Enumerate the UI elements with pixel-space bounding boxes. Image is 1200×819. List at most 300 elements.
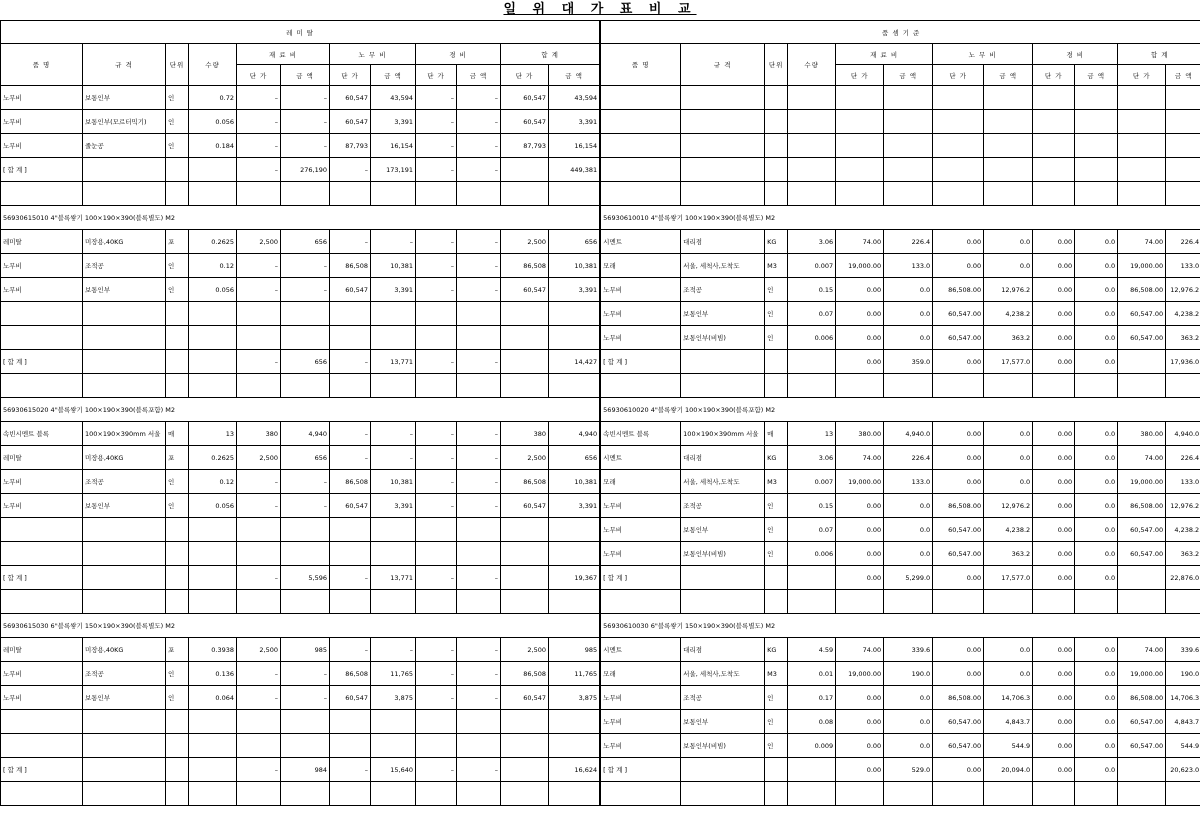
header-total: 합 계 (501, 44, 600, 65)
cell-expense-amount: – (457, 446, 501, 470)
cell-qty (189, 542, 237, 566)
cell-total-amount: 3,875 (549, 686, 600, 710)
cell-labor-amount: 363.2 (984, 542, 1033, 566)
cell-expense-unit-price: 0.00 (1033, 638, 1075, 662)
cell-qty (189, 158, 237, 182)
cell-expense-unit-price: – (416, 254, 457, 278)
header-amount: 금 액 (1166, 65, 1200, 86)
cell-material-unit-price (237, 518, 281, 542)
cell-labor-unit-price: 60,547 (330, 686, 371, 710)
cell-qty: 0.15 (788, 494, 836, 518)
cell-expense-amount: – (457, 134, 501, 158)
cell-expense-amount: – (457, 158, 501, 182)
cell-expense-amount (1075, 182, 1118, 206)
cell-material-amount: – (281, 86, 330, 110)
cell-item (601, 134, 681, 158)
cell-qty: 0.3938 (189, 638, 237, 662)
cell-total-unit-price (501, 734, 549, 758)
cell-item: [ 합 계 ] (601, 758, 681, 782)
cell-total-unit-price: 86,508.00 (1118, 494, 1166, 518)
cell-unit: 인 (166, 134, 189, 158)
cell-unit (765, 590, 788, 614)
cell-expense-unit-price: – (416, 86, 457, 110)
cell-total-amount: 12,976.2 (1166, 278, 1200, 302)
cell-item: [ 합 계 ] (1, 158, 83, 182)
cell-unit: 인 (166, 254, 189, 278)
table-row (1, 518, 600, 542)
cell-total-amount (1166, 182, 1200, 206)
cell-total-unit-price (501, 326, 549, 350)
cell-material-unit-price: 0.00 (836, 350, 884, 374)
cell-spec: 대리점 (681, 446, 765, 470)
cell-expense-amount (457, 518, 501, 542)
cell-total-amount: 20,623.0 (1166, 758, 1200, 782)
header-qty: 수량 (788, 44, 836, 86)
header-unit-price: 단 가 (933, 65, 984, 86)
cell-expense-unit-price: 0.00 (1033, 686, 1075, 710)
cell-expense-amount: 0.0 (1075, 254, 1118, 278)
cell-unit: 포 (166, 638, 189, 662)
cell-labor-amount: – (371, 230, 416, 254)
cell-total-unit-price: 86,508.00 (1118, 278, 1166, 302)
cell-labor-amount: 0.0 (984, 422, 1033, 446)
cell-labor-unit-price (933, 374, 984, 398)
cell-material-amount: 226.4 (884, 230, 933, 254)
cell-material-amount: 0.0 (884, 518, 933, 542)
cell-expense-unit-price (1033, 86, 1075, 110)
cell-material-unit-price: – (237, 110, 281, 134)
table-row (601, 326, 1200, 350)
table-row (1, 350, 600, 374)
cell-material-amount: – (281, 662, 330, 686)
cell-labor-unit-price: 0.00 (933, 446, 984, 470)
table-row (1, 542, 600, 566)
cell-item: 노무비 (1, 254, 83, 278)
table-row (601, 710, 1200, 734)
cell-total-unit-price: 60,547.00 (1118, 302, 1166, 326)
header-spec: 규 격 (83, 44, 166, 86)
table-row (1, 446, 600, 470)
cell-expense-unit-price (416, 518, 457, 542)
cell-unit: 인 (765, 326, 788, 350)
cell-qty: 0.006 (788, 326, 836, 350)
cell-labor-unit-price: 0.00 (933, 422, 984, 446)
cell-expense-unit-price (416, 302, 457, 326)
cell-material-unit-price (836, 134, 884, 158)
cell-total-amount: 656 (549, 230, 600, 254)
cell-total-unit-price (501, 374, 549, 398)
cell-spec: 100×190×390mm 서울 (681, 422, 765, 446)
section-row (1, 398, 600, 422)
cell-unit (166, 758, 189, 782)
cell-material-unit-price: 74.00 (836, 230, 884, 254)
cell-item: 노무비 (1, 686, 83, 710)
cell-unit: M3 (765, 254, 788, 278)
cell-labor-amount: 3,391 (371, 494, 416, 518)
cell-item (601, 782, 681, 806)
cell-expense-unit-price: – (416, 422, 457, 446)
cell-total-amount (549, 782, 600, 806)
right-table-title: 품 셈 기 준 (601, 21, 1200, 44)
cell-spec: 보통인부 (83, 278, 166, 302)
cell-qty: 13 (788, 422, 836, 446)
cell-expense-amount (1075, 134, 1118, 158)
cell-qty (189, 518, 237, 542)
cell-labor-amount: 10,381 (371, 254, 416, 278)
cell-total-unit-price: 60,547.00 (1118, 734, 1166, 758)
table-row (1, 422, 600, 446)
cell-item: 노무비 (601, 686, 681, 710)
cell-total-unit-price (501, 566, 549, 590)
cell-total-amount: 14,427 (549, 350, 600, 374)
cell-labor-unit-price: 60,547 (330, 110, 371, 134)
cell-unit: 인 (765, 518, 788, 542)
header-unit-price: 단 가 (1033, 65, 1075, 86)
cell-material-unit-price (836, 182, 884, 206)
cell-spec: 보통인부 (83, 86, 166, 110)
cell-total-amount (549, 374, 600, 398)
left-table-remital (0, 20, 600, 806)
cell-material-amount: 985 (281, 638, 330, 662)
cell-expense-unit-price: 0.00 (1033, 758, 1075, 782)
cell-unit: 매 (166, 422, 189, 446)
cell-spec (681, 758, 765, 782)
cell-spec (83, 734, 166, 758)
cell-labor-amount: 0.0 (984, 446, 1033, 470)
cell-labor-amount: 4,238.2 (984, 518, 1033, 542)
cell-material-amount: 0.0 (884, 734, 933, 758)
cell-unit: KG (765, 446, 788, 470)
cell-material-unit-price (237, 374, 281, 398)
cell-spec: 미장용,40KG (83, 446, 166, 470)
header-qty: 수량 (189, 44, 237, 86)
cell-expense-amount: 0.0 (1075, 302, 1118, 326)
cell-spec: 서울, 세척사,도착도 (681, 470, 765, 494)
table-row (1, 638, 600, 662)
table-row (601, 134, 1200, 158)
table-row (1, 758, 600, 782)
cell-total-amount: 10,381 (549, 470, 600, 494)
cell-spec: 조적공 (83, 254, 166, 278)
cell-spec (83, 326, 166, 350)
cell-spec: 조적공 (83, 662, 166, 686)
cell-expense-amount (457, 326, 501, 350)
table-row (1, 86, 600, 110)
cell-total-unit-price: 87,793 (501, 134, 549, 158)
cell-expense-unit-price (416, 182, 457, 206)
cell-expense-amount: – (457, 662, 501, 686)
cell-qty: 0.006 (788, 542, 836, 566)
header-expense: 경 비 (1033, 44, 1118, 65)
cell-item: 노무비 (1, 278, 83, 302)
cell-spec: 조적공 (681, 494, 765, 518)
cell-item: 노무비 (601, 302, 681, 326)
cell-material-amount: 359.0 (884, 350, 933, 374)
cell-material-unit-price: – (237, 662, 281, 686)
cell-unit (765, 758, 788, 782)
cell-labor-unit-price (330, 710, 371, 734)
cell-item (1, 710, 83, 734)
cell-material-unit-price: – (237, 566, 281, 590)
cell-material-unit-price: 0.00 (836, 302, 884, 326)
cell-qty: 0.056 (189, 278, 237, 302)
cell-unit: 인 (765, 710, 788, 734)
cell-total-unit-price: 19,000.00 (1118, 470, 1166, 494)
cell-item: [ 합 계 ] (1, 566, 83, 590)
cell-unit (765, 182, 788, 206)
cell-material-unit-price (836, 590, 884, 614)
cell-expense-unit-price: 0.00 (1033, 326, 1075, 350)
cell-total-amount: 43,594 (549, 86, 600, 110)
cell-spec: 조적공 (83, 470, 166, 494)
cell-total-unit-price (501, 758, 549, 782)
header-unit: 단위 (765, 44, 788, 86)
cell-labor-unit-price: – (330, 566, 371, 590)
cell-qty (788, 590, 836, 614)
table-row (601, 374, 1200, 398)
cell-item (1, 734, 83, 758)
cell-spec (681, 86, 765, 110)
cell-expense-amount (457, 302, 501, 326)
cell-labor-unit-price (330, 782, 371, 806)
cell-material-unit-price: 19,000.00 (836, 662, 884, 686)
cell-spec: 보통인부(비빔) (681, 326, 765, 350)
cell-spec (681, 782, 765, 806)
cell-total-unit-price: 60,547 (501, 110, 549, 134)
cell-item: 노무비 (1, 470, 83, 494)
header-unit-price: 단 가 (501, 65, 549, 86)
cell-total-unit-price (1118, 134, 1166, 158)
cell-qty: 0.72 (189, 86, 237, 110)
cell-expense-amount: 0.0 (1075, 446, 1118, 470)
cell-labor-amount: 0.0 (984, 470, 1033, 494)
cell-expense-amount: 0.0 (1075, 710, 1118, 734)
cell-material-unit-price: 74.00 (836, 638, 884, 662)
cell-total-unit-price: 380 (501, 422, 549, 446)
cell-item: 시멘트 (601, 230, 681, 254)
cell-item: 노무비 (1, 86, 83, 110)
cell-material-unit-price: – (237, 86, 281, 110)
cell-qty (788, 86, 836, 110)
cell-spec: 조적공 (681, 686, 765, 710)
cell-total-unit-price: 2,500 (501, 638, 549, 662)
cell-material-amount: 0.0 (884, 710, 933, 734)
table-row (601, 254, 1200, 278)
cell-item (601, 374, 681, 398)
cell-total-unit-price (501, 782, 549, 806)
cell-expense-amount (1075, 158, 1118, 182)
cell-expense-unit-price (416, 374, 457, 398)
cell-item (1, 302, 83, 326)
cell-total-amount (1166, 86, 1200, 110)
cell-material-amount: 656 (281, 446, 330, 470)
cell-item (1, 782, 83, 806)
cell-total-amount: 4,843.7 (1166, 710, 1200, 734)
cell-total-unit-price (1118, 758, 1166, 782)
cell-material-unit-price: 2,500 (237, 230, 281, 254)
cell-labor-amount (984, 110, 1033, 134)
table-row (1, 110, 600, 134)
cell-material-amount: – (281, 494, 330, 518)
cell-material-amount (281, 182, 330, 206)
cell-qty (189, 302, 237, 326)
cell-item (601, 590, 681, 614)
cell-labor-unit-price: 0.00 (933, 254, 984, 278)
cell-item: 속빈시멘트 블록 (1, 422, 83, 446)
cell-expense-unit-price: 0.00 (1033, 350, 1075, 374)
cell-spec (83, 782, 166, 806)
cell-expense-unit-price (416, 734, 457, 758)
cell-material-unit-price: – (237, 758, 281, 782)
table-row (601, 494, 1200, 518)
cell-material-unit-price (237, 182, 281, 206)
cell-material-unit-price: – (237, 686, 281, 710)
cell-unit: M3 (765, 662, 788, 686)
cell-spec: 보통인부 (681, 518, 765, 542)
cell-expense-amount (1075, 374, 1118, 398)
cell-qty: 0.12 (189, 254, 237, 278)
cell-spec: 서울, 세척사,도착도 (681, 662, 765, 686)
cell-unit (166, 374, 189, 398)
cell-unit (166, 782, 189, 806)
cell-material-amount: 190.0 (884, 662, 933, 686)
cell-qty: 0.12 (189, 470, 237, 494)
cell-expense-amount: 0.0 (1075, 758, 1118, 782)
cell-total-unit-price: 60,547.00 (1118, 710, 1166, 734)
cell-material-unit-price: 0.00 (836, 710, 884, 734)
section-title: 56930615030 6"블록쌓기 150×190×390(블록별도) M2 (1, 614, 600, 638)
cell-expense-amount: 0.0 (1075, 734, 1118, 758)
cell-spec (83, 518, 166, 542)
table-row (1, 158, 600, 182)
cell-labor-amount: 0.0 (984, 662, 1033, 686)
cell-unit (166, 182, 189, 206)
table-row (1, 710, 600, 734)
table-row (601, 662, 1200, 686)
cell-unit: 인 (166, 86, 189, 110)
cell-material-amount: 5,299.0 (884, 566, 933, 590)
header-item: 품 명 (1, 44, 83, 86)
cell-labor-amount: 13,771 (371, 566, 416, 590)
cell-total-unit-price: 74.00 (1118, 638, 1166, 662)
cell-expense-unit-price: – (416, 158, 457, 182)
cell-material-unit-price (237, 302, 281, 326)
cell-material-amount: – (281, 134, 330, 158)
cell-material-amount: 276,190 (281, 158, 330, 182)
section-title: 56930615020 4"블록쌓기 100×190×390(블록포함) M2 (1, 398, 600, 422)
cell-unit (166, 302, 189, 326)
cell-total-amount (1166, 590, 1200, 614)
cell-material-amount (884, 158, 933, 182)
cell-spec (83, 710, 166, 734)
cell-item: 노무비 (601, 326, 681, 350)
cell-material-unit-price (836, 86, 884, 110)
cell-labor-unit-price (933, 782, 984, 806)
cell-material-unit-price: – (237, 278, 281, 302)
cell-expense-unit-price: – (416, 686, 457, 710)
cell-labor-unit-price (933, 86, 984, 110)
cell-material-unit-price: 0.00 (836, 734, 884, 758)
header-amount: 금 액 (281, 65, 330, 86)
cell-spec: 보통인부(비빔) (681, 734, 765, 758)
cell-unit: 포 (166, 230, 189, 254)
cell-material-unit-price (237, 590, 281, 614)
cell-qty (788, 182, 836, 206)
cell-material-unit-price: – (237, 158, 281, 182)
cell-expense-unit-price: – (416, 566, 457, 590)
cell-total-unit-price: 2,500 (501, 446, 549, 470)
cell-material-unit-price: 380.00 (836, 422, 884, 446)
header-item: 품 명 (601, 44, 681, 86)
cell-labor-unit-price: – (330, 230, 371, 254)
cell-labor-unit-price: 86,508.00 (933, 494, 984, 518)
cell-labor-amount: 4,238.2 (984, 302, 1033, 326)
cell-expense-unit-price: – (416, 278, 457, 302)
cell-labor-amount (371, 182, 416, 206)
cell-spec: 조적공 (681, 278, 765, 302)
cell-expense-unit-price: 0.00 (1033, 422, 1075, 446)
cell-qty (788, 158, 836, 182)
cell-total-amount (549, 590, 600, 614)
table-row (1, 734, 600, 758)
cell-qty: 3.06 (788, 446, 836, 470)
cell-total-unit-price (1118, 590, 1166, 614)
cell-material-unit-price: 0.00 (836, 566, 884, 590)
cell-total-unit-price (501, 710, 549, 734)
cell-material-unit-price: 0.00 (836, 278, 884, 302)
cell-material-amount: 0.0 (884, 278, 933, 302)
cell-material-amount: 0.0 (884, 302, 933, 326)
cell-expense-unit-price: – (416, 446, 457, 470)
cell-material-unit-price: 0.00 (836, 326, 884, 350)
cell-qty: 0.07 (788, 302, 836, 326)
cell-expense-unit-price: – (416, 758, 457, 782)
cell-total-unit-price: 2,500 (501, 230, 549, 254)
cell-spec (83, 374, 166, 398)
cell-unit (765, 374, 788, 398)
cell-spec: 보통인부 (681, 302, 765, 326)
header-unit-price: 단 가 (237, 65, 281, 86)
cell-expense-amount (457, 182, 501, 206)
section-row (601, 614, 1200, 638)
cell-qty: 0.184 (189, 134, 237, 158)
cell-expense-unit-price: 0.00 (1033, 542, 1075, 566)
table-row (601, 686, 1200, 710)
section-title: 56930610020 4"블록쌓기 100×190×390(블록포함) M2 (601, 398, 1200, 422)
cell-unit (765, 782, 788, 806)
header-expense: 경 비 (416, 44, 501, 65)
header-amount: 금 액 (984, 65, 1033, 86)
cell-labor-unit-price (330, 326, 371, 350)
header-labor: 노 무 비 (933, 44, 1033, 65)
cell-total-unit-price (501, 302, 549, 326)
table-row (1, 182, 600, 206)
cell-material-unit-price: – (237, 134, 281, 158)
cell-labor-amount: – (371, 638, 416, 662)
cell-labor-amount: 43,594 (371, 86, 416, 110)
cell-labor-unit-price: 86,508 (330, 254, 371, 278)
cell-expense-unit-price: 0.00 (1033, 710, 1075, 734)
table-row (1, 686, 600, 710)
cell-item: 노무비 (1, 110, 83, 134)
header-spec: 규 격 (681, 44, 765, 86)
cell-item: 모래 (601, 470, 681, 494)
cell-unit (765, 86, 788, 110)
cell-unit: 인 (166, 110, 189, 134)
cell-material-amount (281, 782, 330, 806)
cell-material-amount (884, 110, 933, 134)
cell-total-amount: 22,876.0 (1166, 566, 1200, 590)
